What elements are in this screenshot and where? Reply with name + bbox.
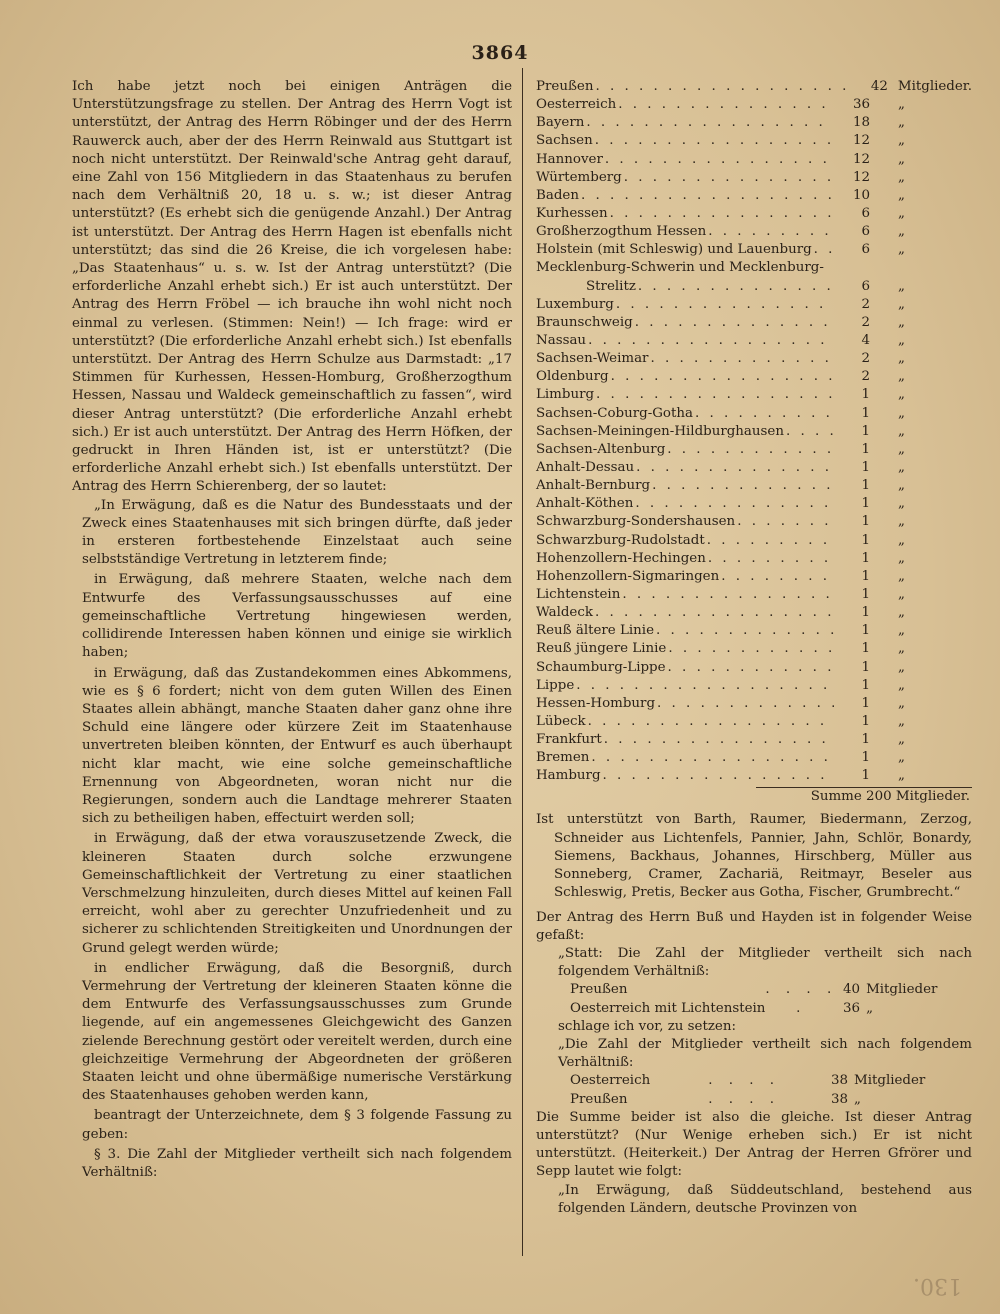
state-name: Großherzogthum Hessen: [536, 224, 707, 240]
unit-label: „: [898, 242, 905, 258]
member-count: 1: [861, 459, 870, 475]
state-name: Schwarzburg-Sondershausen: [536, 514, 736, 530]
unit-label: „: [898, 713, 905, 729]
unit-label: „: [898, 732, 905, 748]
state-row: [536, 423, 972, 441]
leader-dots: [622, 586, 834, 604]
buss-proposed-table: [570, 1072, 940, 1108]
state-name: Hohenzollern-Sigmaringen: [536, 568, 720, 584]
leader-dots: [576, 677, 834, 695]
leader-dots: [708, 550, 834, 568]
quote-paragraph: in Erwägung, daß der etwa vorauszusetzende Zweck, die kleineren Staaten durch solche erzwungene Gemeinschaftlichkeit der Vertretung zu einer staatlichen Verschmelzung hinzuleiten, durch dieses Mittel auf keinen Fall erreicht, wohl aber zu gerechter Unzufriedenheit und zu sicherer zu schlichtenden Streitigkeiten und Unordnungen der Grund gelegt werden würde;: [82, 831, 512, 956]
unit-label: „: [898, 115, 905, 131]
state-name: Reuß jüngere Linie: [536, 641, 667, 657]
leader-dots: [707, 532, 834, 550]
leader-dots: [668, 640, 834, 658]
column-divider: [522, 68, 523, 1256]
schierenberg-motion: [82, 497, 512, 1183]
table-row: [570, 1091, 940, 1109]
unit-label: „: [898, 133, 905, 149]
leader-dots: [618, 96, 834, 114]
member-count: 1: [861, 623, 870, 639]
state-row: [536, 640, 972, 658]
leader-dots: [638, 278, 834, 296]
unit-label: „: [898, 496, 905, 512]
state-name: Bayern: [536, 115, 585, 131]
member-count: 1: [861, 423, 870, 439]
dots: . . . .: [708, 1091, 781, 1107]
seconders-list: Ist unterstützt von Barth, Raumer, Biedermann, Zerzog, Schneider aus Lichtenfels, Pannier, Jahn, Schlör, Bonardy, Siemens, Backhaus, Johannes, Hirschberg, Müller aus Sonneberg, Cramer, Zachariä, Reitmayr, Beseler aus Schleswig, Pretis, Becker aus Gotha, Fischer, Grumbrecht.“: [536, 812, 972, 901]
buss-motion-intro: Der Antrag des Herrn Buß und Hayden ist in folgender Weise gefaßt:: [536, 909, 972, 943]
schlage-line: schlage ich vor, zu setzen:: [558, 1018, 736, 1034]
unit-label: „: [898, 332, 905, 348]
state-row: [536, 132, 972, 150]
leader-dots: [595, 78, 851, 96]
leader-dots: [652, 477, 834, 495]
leader-dots: [595, 604, 834, 622]
state-row: [536, 459, 972, 477]
unit-label: „: [898, 677, 905, 693]
state-name: Anhalt-Dessau: [536, 459, 635, 475]
state-name: Hamburg: [536, 768, 601, 784]
leader-dots: [588, 332, 834, 350]
state-name: Preußen: [570, 1091, 628, 1107]
member-count: 1: [861, 641, 870, 657]
unit-label: „: [898, 641, 905, 657]
table-row: [570, 1000, 940, 1018]
unit-label: „: [898, 623, 905, 639]
member-count: 1: [861, 768, 870, 784]
leader-dots: [586, 114, 834, 132]
table-row: [570, 981, 940, 999]
unit-label: „: [898, 478, 905, 494]
unit-label: „: [898, 278, 905, 294]
state-name: Würtemberg: [536, 169, 622, 185]
quote-paragraph: in endlicher Erwägung, daß die Besorgniß, durch Vermehrung der Vertretung der kleineren Staaten könne die dem Entwurfe des Verfassungsausschusses zum Grunde liegende, auf ein angemessenes Gleichgewicht des Ganzen zielende Berechnung gestört oder vereitelt werden, durch eine gleichzeitige Vermehrung der Abgeordneten der größeren Staaten leicht und ohne übermäßige numerische Verstärkung des Staatenhauses gehoben werden kann,: [82, 960, 512, 1104]
state-row: [536, 713, 972, 731]
member-count: 1: [861, 713, 870, 729]
table-row: [570, 1072, 940, 1090]
leader-dots: [596, 386, 834, 404]
state-name: Sachsen-Altenburg: [536, 441, 666, 457]
unit-label: „: [898, 550, 905, 566]
member-count: 38: [830, 1091, 848, 1107]
leader-dots: [650, 350, 834, 368]
member-count: 1: [861, 514, 870, 530]
unit-label: „: [898, 768, 905, 784]
member-count: 1: [861, 532, 870, 548]
state-row: [536, 114, 972, 132]
member-count: 12: [852, 133, 870, 149]
unit-label: „: [866, 1000, 873, 1016]
state-row: [536, 223, 972, 241]
state-name: Lübeck: [536, 713, 586, 729]
left-column: [72, 78, 512, 1184]
state-row: [536, 78, 972, 96]
state-name: Sachsen-Weimar: [536, 351, 649, 367]
leader-dots: [603, 767, 834, 785]
state-row: [536, 677, 972, 695]
unit-label: Mitglieder: [854, 1073, 926, 1089]
member-count: 2: [861, 351, 870, 367]
state-row: [536, 169, 972, 187]
state-name: Limburg: [536, 387, 595, 403]
unit-label: „: [898, 459, 905, 475]
member-count: 12: [852, 169, 870, 185]
dots: .: [796, 1000, 807, 1016]
state-row: [536, 767, 972, 785]
state-row: [536, 205, 972, 223]
unit-label: „: [898, 568, 905, 584]
member-count: 6: [861, 242, 870, 258]
unit-label: „: [898, 423, 905, 439]
unit-label: „: [854, 1091, 861, 1107]
member-count: 1: [861, 387, 870, 403]
unit-label: „: [898, 695, 905, 711]
member-count: 6: [861, 278, 870, 294]
member-count: 6: [861, 224, 870, 240]
state-name: Waldeck: [536, 605, 593, 621]
member-count: 1: [861, 496, 870, 512]
state-row: [536, 350, 972, 368]
member-count: 1: [861, 695, 870, 711]
state-row: [536, 241, 972, 259]
state-name: Braunschweig: [536, 314, 633, 330]
state-row: [536, 622, 972, 640]
member-count: 6: [861, 205, 870, 221]
quote-paragraph: in Erwägung, daß das Zustandekommen eines Abkommens, wie es § 6 fordert; nicht von dem guten Willen des Einen Staates allein abhängt, manche Staaten daher ganz ohne ihre Schuld eine längere oder kürzere Zeit im Staatenhause unvertreten bleiben könnten, der Entwurf es auch überhaupt nicht klar macht, wie eine solche gemeinschaftliche Ernennung von Abgeordneten, woran nicht nur die Regierungen, sondern auch die Landtage mehrerer Staaten sich zu betheiligen haben, effectuirt werden soll;: [82, 665, 512, 827]
leader-dots: [695, 405, 834, 423]
member-count: 1: [861, 405, 870, 421]
state-row: [536, 259, 972, 277]
state-name: Sachsen-Meiningen-Hildburghausen: [536, 423, 784, 439]
state-row: [536, 749, 972, 767]
leader-dots: [635, 495, 834, 513]
leader-dots: [814, 241, 834, 259]
state-name: Mecklenburg-Schwerin und Mecklenburg-: [536, 260, 824, 276]
unit-label: Mitglieder: [866, 982, 938, 998]
member-count: 1: [861, 550, 870, 566]
member-count: 38: [830, 1073, 848, 1089]
state-row: [536, 495, 972, 513]
right-column: [536, 78, 972, 1218]
unit-label: „: [898, 296, 905, 312]
state-name: Hohenzollern-Hechingen: [536, 550, 706, 566]
member-count: 2: [861, 296, 870, 312]
state-row: [536, 731, 972, 749]
state-name: Holstein (mit Schleswig) und Lauenburg: [536, 242, 812, 258]
state-row: [536, 550, 972, 568]
leader-dots: [624, 169, 834, 187]
quote-paragraph: beantragt der Unterzeichnete, dem § 3 folgende Fassung zu geben:: [82, 1108, 512, 1142]
state-row: [536, 96, 972, 114]
state-row: [536, 586, 972, 604]
state-row: [536, 441, 972, 459]
state-name: Sachsen-Coburg-Gotha: [536, 405, 693, 421]
leader-dots: [656, 622, 834, 640]
state-row: [536, 513, 972, 531]
state-row: [536, 151, 972, 169]
dots: . . . .: [708, 1073, 781, 1089]
quote-paragraph: § 3. Die Zahl der Mitglieder vertheilt sich nach folgendem Verhältniß:: [82, 1146, 512, 1180]
member-count: 40: [843, 982, 861, 998]
state-row: [536, 296, 972, 314]
state-name: Schaumburg-Lippe: [536, 659, 666, 675]
state-name: Sachsen: [536, 133, 593, 149]
state-name: Reuß ältere Linie: [536, 623, 654, 639]
leader-dots: [786, 423, 834, 441]
leader-dots: [737, 513, 834, 531]
state-name: Anhalt-Köthen: [536, 496, 634, 512]
unit-label: „: [898, 405, 905, 421]
corner-mark: 130.: [913, 1273, 962, 1298]
intro-paragraph: Ich habe jetzt noch bei einigen Anträgen die Unterstützungsfrage zu stellen. Der Antrag des Herrn Vogt ist unterstützt, der Antrag des Herrn Röbinger und der des Herrn Rauwerck auch, aber der des Herrn Reinwald aus Stuttgart ist noch nicht unterstützt. Der Reinwald'sche Antrag geht darauf, eine Zahl von 156 Mitgliedern in das Staatenhaus zu berufen nach dem Verhältniß 20, 18 u. s. w.; ist dieser Antrag unterstützt? (Es erhebt sich die genügende Anzahl.) Der Antrag ist unterstützt. Der Antrag des Herrn Hagen ist ebenfalls nicht unterstützt; das sind die 26 Kreise, die ich vorgelesen habe: „Das Staatenhaus“ u. s. w. Ist der Antrag unterstützt? (Die erforderliche Anzahl erhebt sich.) Er ist auch unterstützt. Der Antrag des Herrn Fröbel — ich brauche ihn wohl nicht noch einmal zu verlesen. (Stimmen: Nein!) — Ich frage: wird er unterstützt? (Die erforderliche Anzahl erhebt sich.) Ist ebenfalls unterstützt. Der Antrag des Herrn Schulze aus Darmstadt: „17 Stimmen für Kurhessen, Hessen-Homburg, Großherzogthum Hessen, Nassau und Waldeck gemeinschaftlich zu fassen“, wird dieser Antrag unterstützt? (Die erforderliche Anzahl erhebt sich.) Er ist auch unterstützt. Der Antrag des Herrn Höfken, der gedruckt in Ihren Händen ist, ist er unterstützt? (Die erforderliche Anzahl erhebt sich.) Ist ebenfalls unterstützt. Der Antrag des Herrn Schierenberg, der so lautet:: [72, 79, 512, 495]
leader-dots: [721, 568, 834, 586]
state-row: [536, 659, 972, 677]
member-count: 12: [852, 151, 870, 167]
unit-label: „: [898, 514, 905, 530]
member-count: 1: [861, 586, 870, 602]
unit-label: „: [898, 351, 905, 367]
member-count: 36: [852, 97, 870, 113]
leader-dots: [667, 441, 834, 459]
unit-label: „: [898, 151, 905, 167]
leader-dots: [610, 205, 834, 223]
member-count: 1: [861, 441, 870, 457]
member-count: 18: [852, 115, 870, 131]
state-name: Hessen-Homburg: [536, 695, 656, 711]
member-count: 42: [870, 79, 888, 94]
final-quote: „In Erwägung, daß Süddeutschland, bestehend aus folgenden Ländern, deutsche Provinzen von: [558, 1182, 972, 1216]
leader-dots: [595, 132, 834, 150]
quote-paragraph: „In Erwägung, daß es die Natur des Bundesstaats und der Zweck eines Staatenhauses mit sich bringen dürfte, daß jeder in ersteren fortbestehende Einzelstaat auch seine selbstständige Vertretung in letzterem finde;: [82, 497, 512, 568]
unit-label: „: [898, 169, 905, 185]
unit-label: „: [898, 205, 905, 221]
unit-label: „: [898, 605, 905, 621]
unit-label: „: [898, 187, 905, 203]
member-count: 1: [861, 568, 870, 584]
state-name: Oesterreich: [570, 1073, 651, 1089]
unit-label: „: [898, 532, 905, 548]
proposal-line: „Die Zahl der Mitglieder vertheilt sich nach folgendem Verhältniß:: [558, 1036, 972, 1071]
leader-dots: [657, 695, 834, 713]
unit-label: „: [898, 369, 905, 385]
state-name: Oesterreich: [536, 97, 617, 113]
state-name: Nassau: [536, 332, 587, 348]
state-name: Frankfurt: [536, 732, 602, 748]
unit-label: „: [898, 586, 905, 602]
quote-paragraph: in Erwägung, daß mehrere Staaten, welche nach dem Entwurfe des Verfassungsausschusses auf eine gemeinschaftliche Vertretung hingewiesen werden, collidirende Interessen haben können und einige sie wirklich haben;: [82, 572, 512, 661]
state-name: Oesterreich mit Lichtenstein: [570, 1000, 766, 1016]
state-row: [536, 405, 972, 423]
state-name: Schwarzburg-Rudolstadt: [536, 532, 705, 548]
unit-label: Mitglieder.: [897, 79, 972, 94]
leader-dots: [611, 368, 834, 386]
leader-dots: [605, 151, 834, 169]
member-count: 10: [852, 187, 870, 203]
member-count: 2: [861, 314, 870, 330]
member-count: 1: [861, 659, 870, 675]
state-row: [536, 695, 972, 713]
member-count: 1: [861, 677, 870, 693]
unit-label: „: [898, 314, 905, 330]
state-row: [536, 187, 972, 205]
state-name: Hannover: [536, 151, 603, 167]
state-row: [536, 278, 972, 296]
member-count: 1: [861, 478, 870, 494]
member-count: 1: [861, 732, 870, 748]
state-name: Lichtenstein: [536, 586, 621, 602]
member-count: 1: [861, 750, 870, 766]
state-row: [536, 532, 972, 550]
leader-dots: [616, 296, 834, 314]
state-name: Bremen: [536, 750, 590, 766]
dots: . . . .: [765, 982, 838, 998]
state-name: Strelitz: [586, 278, 636, 294]
unit-label: „: [898, 387, 905, 403]
unit-label: „: [898, 659, 905, 675]
member-count: 1: [861, 605, 870, 621]
state-name: Anhalt-Bernburg: [536, 478, 651, 494]
state-row: [536, 368, 972, 386]
state-name: Lippe: [536, 677, 575, 693]
state-row: [536, 332, 972, 350]
state-name: Baden: [536, 187, 579, 203]
state-name: Luxemburg: [536, 296, 614, 312]
state-name: Preußen: [536, 79, 594, 94]
leader-dots: [604, 731, 834, 749]
state-name: Oldenburg: [536, 369, 609, 385]
member-count: 2: [861, 369, 870, 385]
state-row: [536, 477, 972, 495]
leader-dots: [708, 223, 834, 241]
state-name: Preußen: [570, 982, 628, 998]
state-row: [536, 604, 972, 622]
member-distribution-table: [536, 78, 972, 785]
state-row: [536, 386, 972, 404]
state-row: [536, 568, 972, 586]
closing-paragraph: Die Summe beider ist also die gleiche. Ist dieser Antrag unterstützt? (Nur Wenige erheben sich.) Er ist nicht unterstützt. (Heiterkeit.) Der Antrag der Herren Gfrörer und Sepp lautet wie folgt:: [536, 1109, 972, 1180]
leader-dots: [636, 459, 834, 477]
leader-dots: [591, 749, 834, 767]
member-count: 36: [843, 1000, 861, 1016]
statt-line: „Statt: Die Zahl der Mitglieder vertheilt sich nach folgendem Verhältniß:: [558, 945, 972, 980]
sum-total: Summe 200 Mitglieder.: [810, 789, 970, 805]
buss-current-table: [570, 981, 940, 1017]
state-row: [536, 314, 972, 332]
unit-label: „: [898, 224, 905, 240]
member-count: 4: [861, 332, 870, 348]
unit-label: „: [898, 750, 905, 766]
leader-dots: [588, 713, 834, 731]
unit-label: „: [898, 441, 905, 457]
page-number: 3864: [471, 42, 529, 64]
leader-dots: [581, 187, 834, 205]
state-name: Kurhessen: [536, 205, 608, 221]
unit-label: „: [898, 97, 905, 113]
leader-dots: [635, 314, 834, 332]
leader-dots: [668, 659, 834, 677]
